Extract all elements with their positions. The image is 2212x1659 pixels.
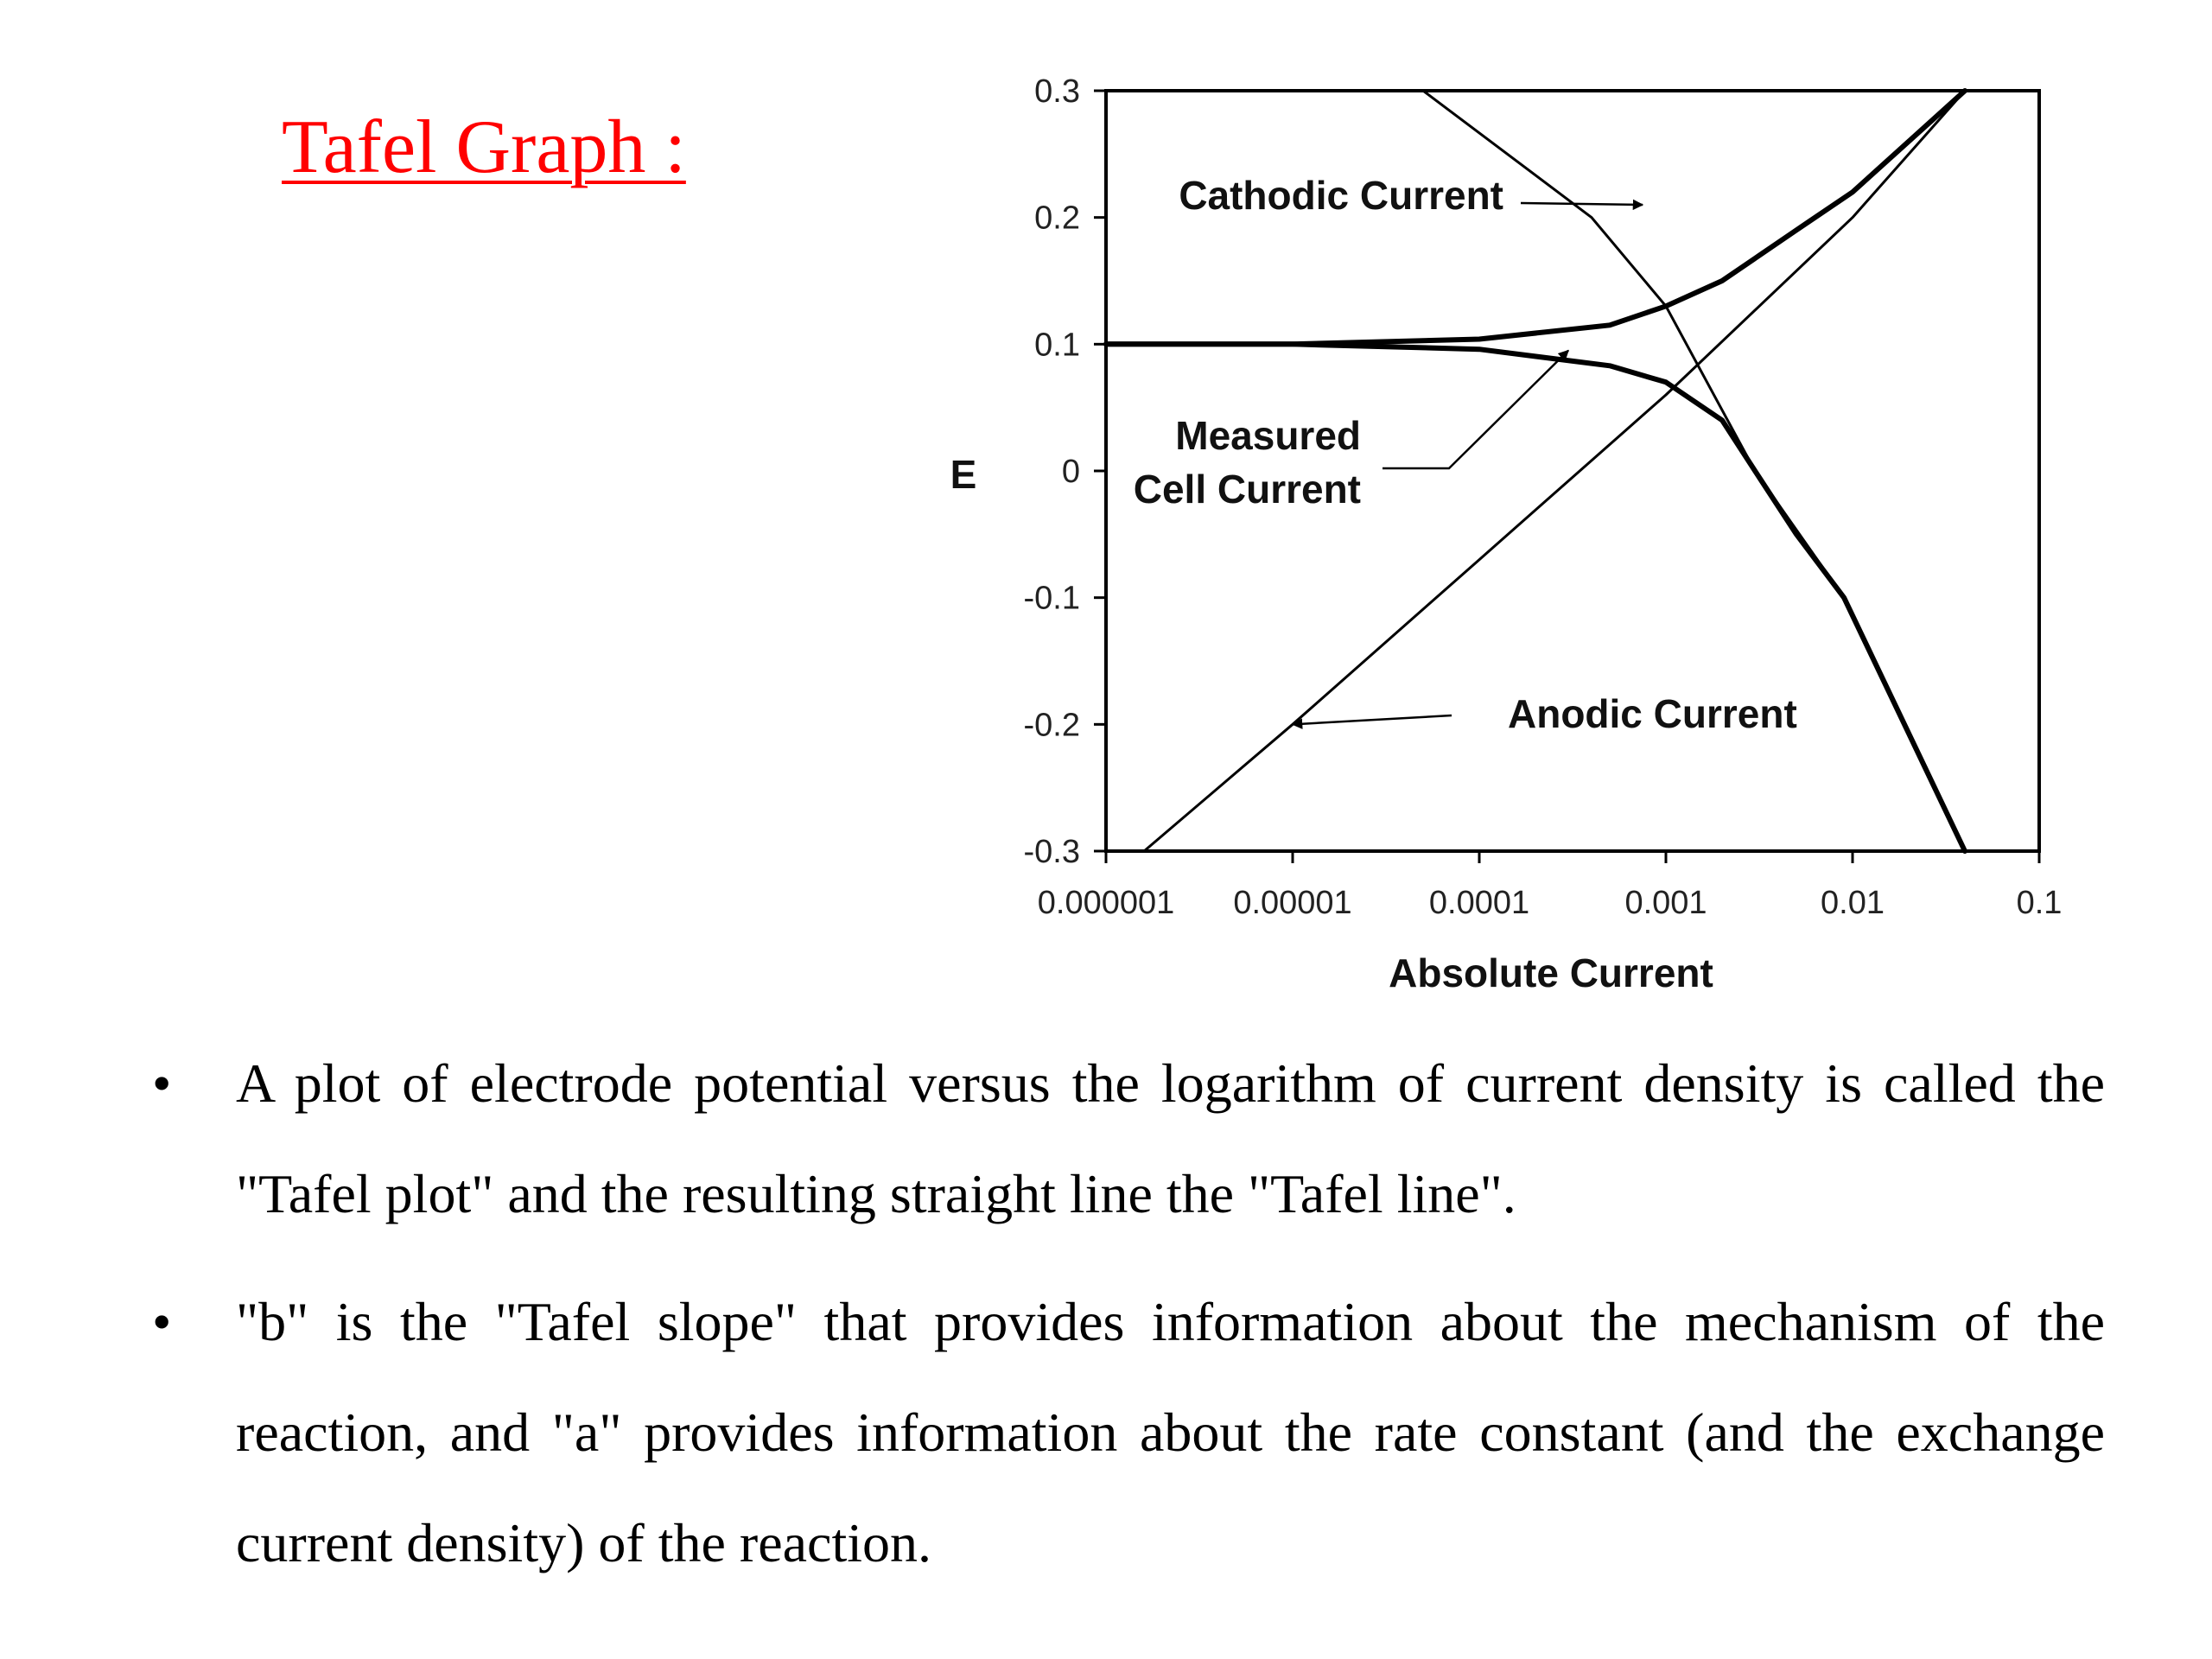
x-tick-label: 0.01 <box>1821 885 1885 921</box>
bullet-marker: • <box>152 1291 172 1352</box>
bullet-text: A plot of electrode potential versus the logarithm of current density is called the "Tafel plot" and the resulting straight line the "Tafel line". <box>236 1052 2105 1224</box>
cathodic-arrow <box>1521 203 1643 205</box>
x-tick-label: 0.001 <box>1624 885 1707 921</box>
x-axis-title: Absolute Current <box>1389 950 1713 995</box>
slide-title: Tafel Graph : <box>282 105 686 189</box>
x-tick-label: 0.0001 <box>1428 885 1530 921</box>
bullet-list <box>152 1028 2105 1616</box>
bullet-item-2 <box>152 1267 2105 1599</box>
y-tick-label: 0 <box>1061 454 1080 490</box>
annotation-layer <box>1134 173 1797 736</box>
annotation-label: Anodic Current <box>1508 691 1797 736</box>
tafel-chart <box>916 52 2091 1011</box>
bullet-marker: • <box>152 1052 172 1114</box>
y-tick-label: -0.2 <box>1023 707 1080 744</box>
y-tick-label: -0.1 <box>1023 580 1080 617</box>
annotation-label: Cathodic Current <box>1179 173 1503 218</box>
y-tick-label: 0.3 <box>1034 73 1080 110</box>
anodic-arrow <box>1293 715 1452 724</box>
y-tick-label: 0.1 <box>1034 327 1080 364</box>
y-axis-title: E <box>950 452 977 497</box>
x-tick-label: 0.000001 <box>1037 885 1175 921</box>
bullet-item-1 <box>152 1028 2105 1249</box>
y-tick-label: -0.3 <box>1023 834 1080 870</box>
bullet-text: "b" is the "Tafel slope" that provides information about the mechanism of the reaction, and "a" provides information about the rate constant (and the exchange current density) of the reaction. <box>236 1291 2105 1573</box>
y-tick-label: 0.2 <box>1034 200 1080 237</box>
annotation-label: Measured <box>1175 413 1361 458</box>
measured-arrow <box>1382 351 1568 468</box>
x-tick-label: 0.00001 <box>1233 885 1352 921</box>
x-tick-label: 0.1 <box>2016 885 2063 921</box>
annotation-label: Cell Current <box>1133 467 1361 512</box>
series-line-cathodic-current <box>1423 91 1965 851</box>
